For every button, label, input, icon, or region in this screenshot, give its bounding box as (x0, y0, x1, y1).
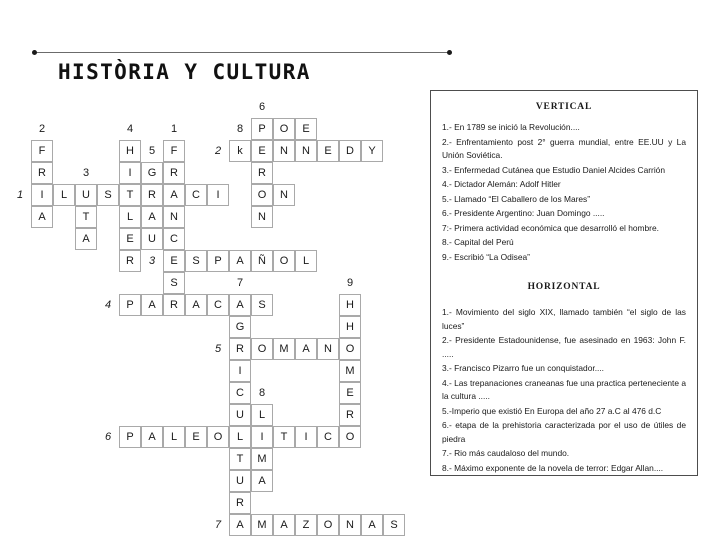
clue-item: 3.- Francisco Pizarro fue un conquistador.... (442, 363, 604, 373)
crossword-cell[interactable]: T (273, 426, 295, 448)
clue-number-across: 3 (148, 255, 156, 267)
crossword-cell[interactable]: O (273, 118, 295, 140)
clue-number-down: 5 (148, 145, 156, 157)
crossword-cell[interactable]: O (339, 426, 361, 448)
crossword-cell[interactable]: O (207, 426, 229, 448)
clue-number-down: 8 (236, 123, 244, 135)
page-title: HISTÒRIA Y CULTURA (58, 60, 311, 84)
clue-number-across: 4 (104, 299, 112, 311)
crossword-cell[interactable]: A (229, 294, 251, 316)
crossword-cell[interactable]: A (31, 206, 53, 228)
clue-item: 1.- Movimiento del siglo XIX, llamado también “el siglo de las luces” (442, 307, 686, 331)
crossword-cell[interactable]: E (339, 382, 361, 404)
crossword-cell[interactable]: T (75, 206, 97, 228)
crossword-cell[interactable]: R (251, 162, 273, 184)
clue-item: 6.- etapa de la prehistoria caracterizada por el uso de útiles de piedra (442, 420, 686, 444)
crossword-cell[interactable]: A (251, 470, 273, 492)
crossword-cell[interactable]: A (361, 514, 383, 536)
clue-number-down: 6 (258, 101, 266, 113)
crossword-cell[interactable]: M (251, 448, 273, 470)
crossword-cell[interactable]: G (229, 316, 251, 338)
crossword-cell[interactable]: I (31, 184, 53, 206)
crossword-cell[interactable]: O (339, 338, 361, 360)
clues-panel (430, 90, 698, 476)
clue-item: 5.- Llamado “El Caballero de los Mares” (442, 193, 591, 204)
crossword-cell[interactable]: A (295, 338, 317, 360)
clue-item: 7.- Rio más caudaloso del mundo. (442, 448, 570, 458)
crossword-cell[interactable]: S (251, 294, 273, 316)
clue-item: 4.- Las trepanaciones craneanas fue una practica perteneciente a la cultura ..... (442, 377, 686, 401)
crossword-cell[interactable]: R (163, 162, 185, 184)
crossword-cell[interactable]: N (251, 206, 273, 228)
crossword-cell[interactable]: U (229, 404, 251, 426)
crossword-cell[interactable]: E (185, 426, 207, 448)
horizontal-clue-list (442, 306, 686, 475)
crossword-cell[interactable]: E (295, 118, 317, 140)
crossword-cell[interactable]: k (229, 140, 251, 162)
crossword-cell[interactable]: C (207, 294, 229, 316)
crossword-cell[interactable]: L (295, 250, 317, 272)
clue-number-down: 4 (126, 123, 134, 135)
clue-item: 1.- En 1789 se inició la Revolución.... (442, 122, 580, 132)
crossword-cell[interactable]: R (163, 294, 185, 316)
crossword-cell[interactable]: A (185, 294, 207, 316)
clue-item: 6.- Presidente Argentino: Juan Domingo ..... (442, 208, 605, 218)
crossword-cell[interactable]: P (251, 118, 273, 140)
crossword-cell[interactable]: I (295, 426, 317, 448)
clue-item: 5.-Imperio que existió En Europa del año 27 a.C al 476 d.C (442, 405, 662, 416)
crossword-cell[interactable]: M (251, 514, 273, 536)
clue-number-across: 1 (16, 189, 24, 201)
crossword-cell[interactable]: N (273, 140, 295, 162)
crossword-cell[interactable]: T (229, 448, 251, 470)
crossword-cell[interactable]: E (119, 228, 141, 250)
crossword-cell[interactable]: R (229, 492, 251, 514)
crossword-cell[interactable]: O (317, 514, 339, 536)
clue-number-down: 3 (82, 167, 90, 179)
crossword-cell[interactable]: A (141, 426, 163, 448)
clue-number-down: 9 (346, 277, 354, 289)
clue-item: 2.- Presidente Estadounidense, fue asesinado en 1963: John F. ..... (442, 335, 686, 359)
crossword-cell[interactable]: Y (361, 140, 383, 162)
crossword-cell[interactable]: T (119, 184, 141, 206)
crossword-cell[interactable]: E (317, 140, 339, 162)
clue-number-across: 2 (214, 145, 222, 157)
crossword-cell[interactable]: P (119, 294, 141, 316)
crossword-cell[interactable]: S (97, 184, 119, 206)
crossword-cell[interactable]: I (119, 162, 141, 184)
clue-number-across: 7 (214, 519, 222, 531)
crossword-cell[interactable]: A (229, 514, 251, 536)
crossword-cell[interactable]: E (163, 250, 185, 272)
clue-item: 7:- Primera actividad económica que desarrolló el hombre. (442, 222, 659, 233)
crossword-cell[interactable]: L (119, 206, 141, 228)
clue-number-down: 1 (170, 123, 178, 135)
clue-item: 3.- Enfermedad Cutánea que Estudio Daniel Alcides Carrión (442, 164, 665, 175)
vertical-clue-list (442, 121, 686, 264)
crossword-cell[interactable]: R (339, 404, 361, 426)
vertical-heading: VERTICAL (535, 102, 593, 112)
crossword-cell[interactable]: R (229, 338, 251, 360)
crossword-cell[interactable]: A (273, 514, 295, 536)
clue-number-across: 5 (214, 343, 222, 355)
crossword-cell[interactable]: L (53, 184, 75, 206)
crossword-cell[interactable]: N (163, 206, 185, 228)
clue-number-across: 6 (104, 431, 112, 443)
crossword-cell[interactable]: A (141, 206, 163, 228)
crossword-cell[interactable]: C (317, 426, 339, 448)
crossword-cell[interactable]: U (75, 184, 97, 206)
crossword-cell[interactable]: P (119, 426, 141, 448)
clue-item: 8.- Capital del Perú (442, 237, 514, 247)
clue-number-down: 8 (258, 387, 266, 399)
crossword-cell[interactable]: N (339, 514, 361, 536)
crossword-cell[interactable]: O (251, 338, 273, 360)
crossword-cell[interactable]: A (163, 184, 185, 206)
clue-item: 9.- Escribió “La Odisea” (442, 251, 530, 262)
crossword-cell[interactable]: I (251, 426, 273, 448)
crossword-cell[interactable]: F (163, 140, 185, 162)
crossword-cell[interactable]: M (339, 360, 361, 382)
crossword-cell[interactable]: H (339, 294, 361, 316)
crossword-cell[interactable]: O (273, 250, 295, 272)
crossword-cell[interactable]: Z (295, 514, 317, 536)
crossword-cell[interactable]: R (31, 162, 53, 184)
clue-number-down: 2 (38, 123, 46, 135)
crossword-cell[interactable]: I (229, 360, 251, 382)
crossword-cell[interactable]: H (339, 316, 361, 338)
clue-item: 4.- Dictador Alemán: Adolf Hitler (442, 179, 561, 189)
crossword-cell[interactable]: H (119, 140, 141, 162)
crossword-cell[interactable]: F (31, 140, 53, 162)
crossword-cell[interactable]: U (141, 228, 163, 250)
crossword-cell[interactable]: R (119, 250, 141, 272)
crossword-cell[interactable]: M (273, 338, 295, 360)
clue-item: 2.- Enfrentamiento post 2° guerra mundial, entre EE.UU y La Unión Soviética. (442, 136, 686, 160)
crossword-cell[interactable]: N (273, 184, 295, 206)
crossword-cell[interactable]: S (383, 514, 405, 536)
crossword-cell[interactable]: Ñ (251, 250, 273, 272)
crossword-cell[interactable]: N (317, 338, 339, 360)
crossword-cell[interactable]: A (75, 228, 97, 250)
clue-item: 8.- Máximo exponente de la novela de terror: Edgar Allan.... (442, 462, 664, 473)
clue-number-down: 7 (236, 277, 244, 289)
crossword-cell[interactable]: O (251, 184, 273, 206)
crossword-cell[interactable]: G (141, 162, 163, 184)
crossword-cell[interactable]: C (229, 382, 251, 404)
crossword-cell[interactable]: L (251, 404, 273, 426)
crossword-cell[interactable]: U (229, 470, 251, 492)
crossword-cell[interactable]: I (207, 184, 229, 206)
crossword-cell[interactable]: C (163, 228, 185, 250)
crossword-cell[interactable]: S (185, 250, 207, 272)
crossword-cell[interactable]: D (339, 140, 361, 162)
crossword-cell[interactable]: S (163, 272, 185, 294)
crossword-cell[interactable]: E (251, 140, 273, 162)
crossword-cell[interactable]: N (295, 140, 317, 162)
rule-dot-right (447, 50, 452, 55)
crossword-cell[interactable]: L (229, 426, 251, 448)
crossword-cell[interactable]: R (141, 184, 163, 206)
crossword-cell[interactable]: A (141, 294, 163, 316)
crossword-cell[interactable]: P (207, 250, 229, 272)
crossword-cell[interactable]: A (229, 250, 251, 272)
horizontal-heading: HORIZONTAL (527, 282, 601, 292)
crossword-cell[interactable]: C (185, 184, 207, 206)
crossword-cell[interactable]: L (163, 426, 185, 448)
